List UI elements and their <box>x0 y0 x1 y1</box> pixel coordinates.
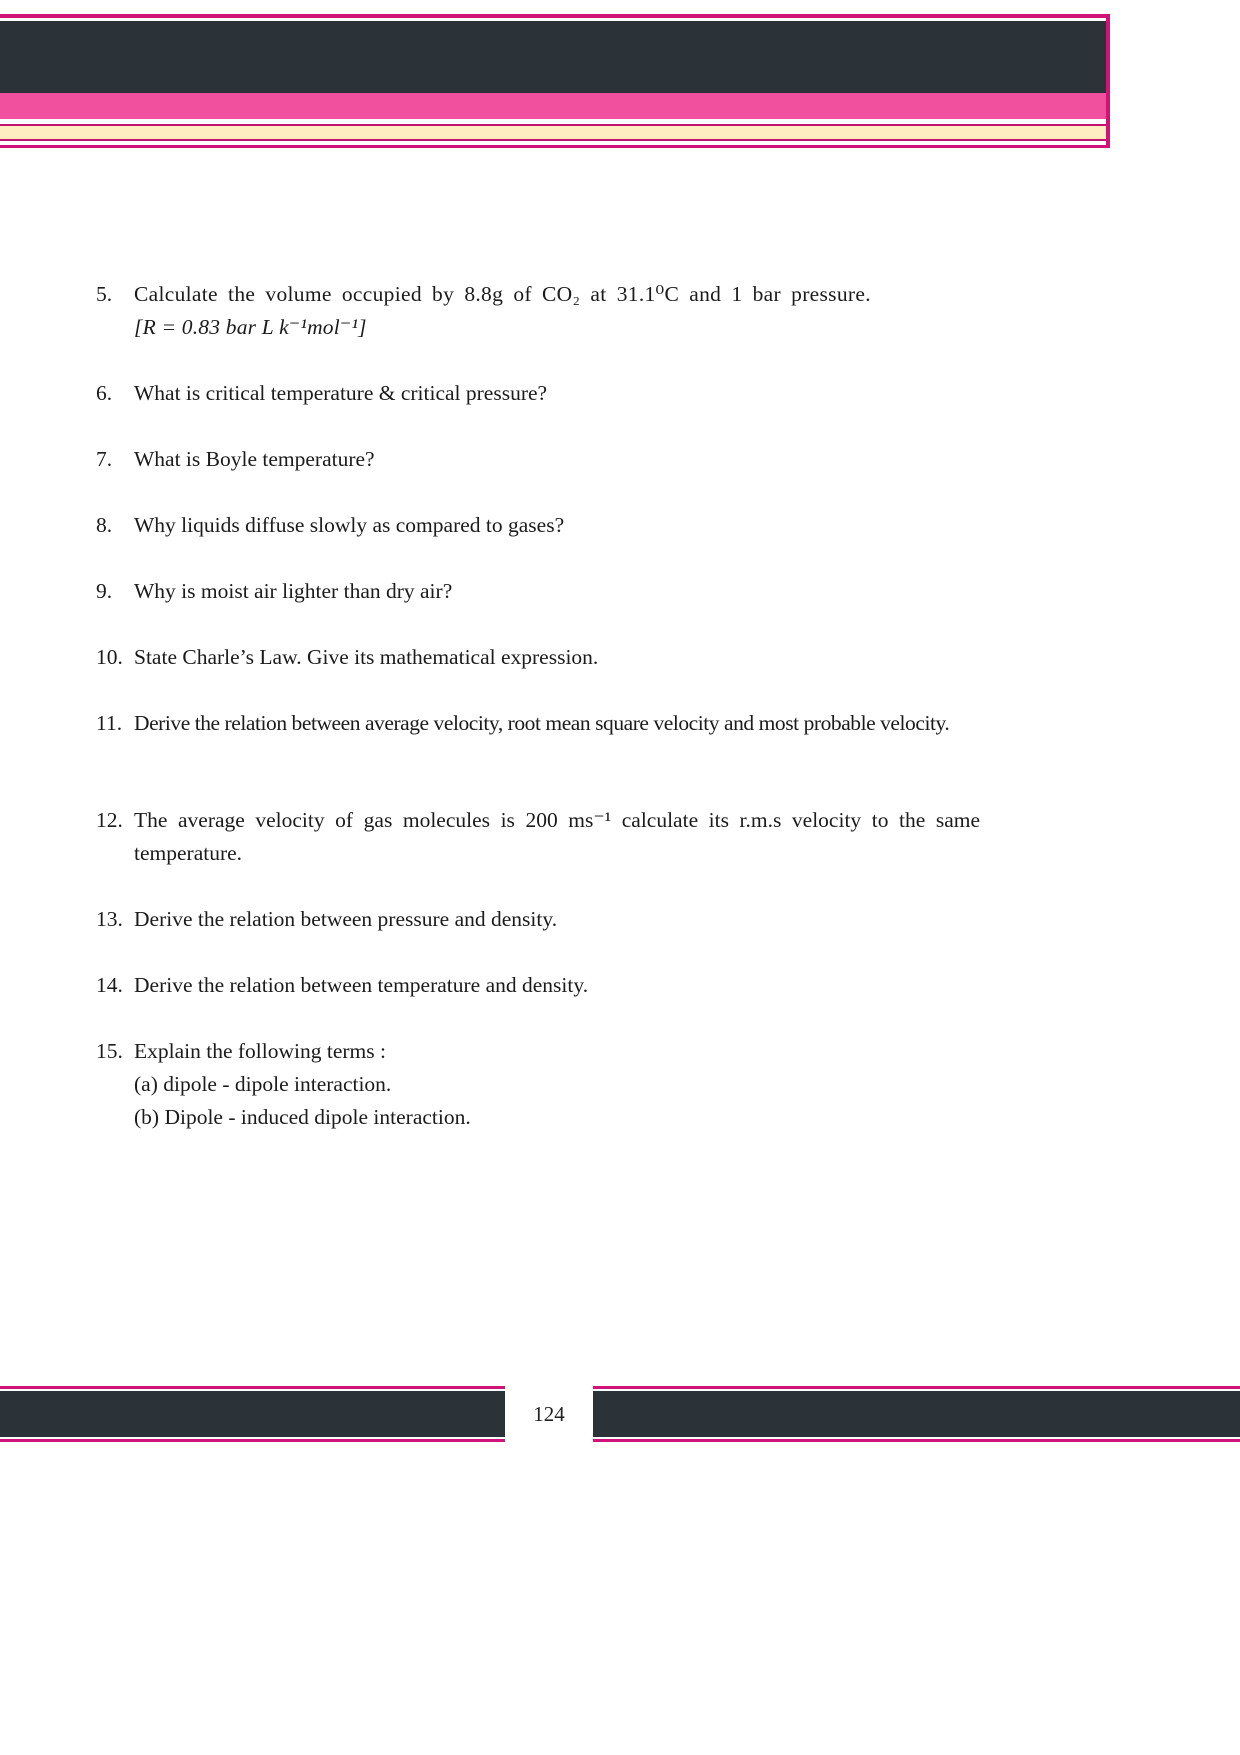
questions-list <box>96 278 980 1167</box>
question-number: 5. <box>96 282 113 306</box>
question-number: 12. <box>96 808 123 832</box>
question-text-line: Calculate the volume occupied by 8.8g of CO₂ at 31.1⁰C and 1 bar pressure. <box>134 282 871 306</box>
question-7 <box>96 443 980 476</box>
question-text: Derive the relation between temperature and density. <box>134 973 589 997</box>
page-number: 124 <box>533 1401 565 1426</box>
question-9 <box>96 575 980 608</box>
question-8 <box>96 509 980 542</box>
question-number: 6. <box>96 381 113 405</box>
question-15 <box>96 1035 980 1134</box>
question-10 <box>96 641 980 674</box>
header-band-cream <box>0 126 1106 139</box>
header-decoration <box>0 0 1106 148</box>
question-text <box>134 1035 980 1134</box>
question-13 <box>96 903 980 936</box>
header-edge-line <box>1106 14 1110 148</box>
question-text: What is critical temperature & critical pressure? <box>134 381 548 405</box>
header-bottom-rule <box>0 145 1106 148</box>
footer-bar-left <box>0 1391 505 1437</box>
footer <box>0 1391 1240 1437</box>
question-text: The average velocity of gas molecules is 200 ms⁻¹ calculate its r.m.s velocity to the same temperature. <box>134 808 980 865</box>
question-text <box>134 278 980 344</box>
question-text: Derive the relation between pressure and density. <box>134 907 558 931</box>
question-14 <box>96 969 980 1002</box>
question-11 <box>96 707 980 740</box>
header-band-dark <box>0 21 1106 93</box>
page-number-box <box>505 1391 593 1437</box>
question-text: Why is moist air lighter than dry air? <box>134 579 453 603</box>
question-number: 8. <box>96 513 113 537</box>
question-formula: [R = 0.83 bar L k⁻¹mol⁻¹] <box>134 315 367 339</box>
question-6 <box>96 377 980 410</box>
question-number: 7. <box>96 447 113 471</box>
question-12 <box>96 804 980 870</box>
question-subitem-b: (b) Dipole - induced dipole interaction. <box>134 1105 471 1129</box>
question-number: 9. <box>96 579 113 603</box>
question-5 <box>96 278 980 344</box>
question-number: 14. <box>96 973 123 997</box>
question-subitem-a: (a) dipole - dipole interaction. <box>134 1072 392 1096</box>
question-number: 11. <box>96 711 123 735</box>
question-text-line: Explain the following terms : <box>134 1039 386 1063</box>
question-text: Why liquids diffuse slowly as compared to gases? <box>134 513 565 537</box>
footer-bar-right <box>593 1391 1240 1437</box>
question-number: 10. <box>96 645 123 669</box>
question-number: 15. <box>96 1039 123 1063</box>
header-band-pink <box>0 93 1106 119</box>
question-text: What is Boyle temperature? <box>134 447 375 471</box>
question-text: State Charle’s Law. Give its mathematical expression. <box>134 645 599 669</box>
question-number: 13. <box>96 907 123 931</box>
header-top-gap <box>0 0 1106 14</box>
question-text: Derive the relation between average velocity, root mean square velocity and most probable velocity. <box>134 711 950 735</box>
